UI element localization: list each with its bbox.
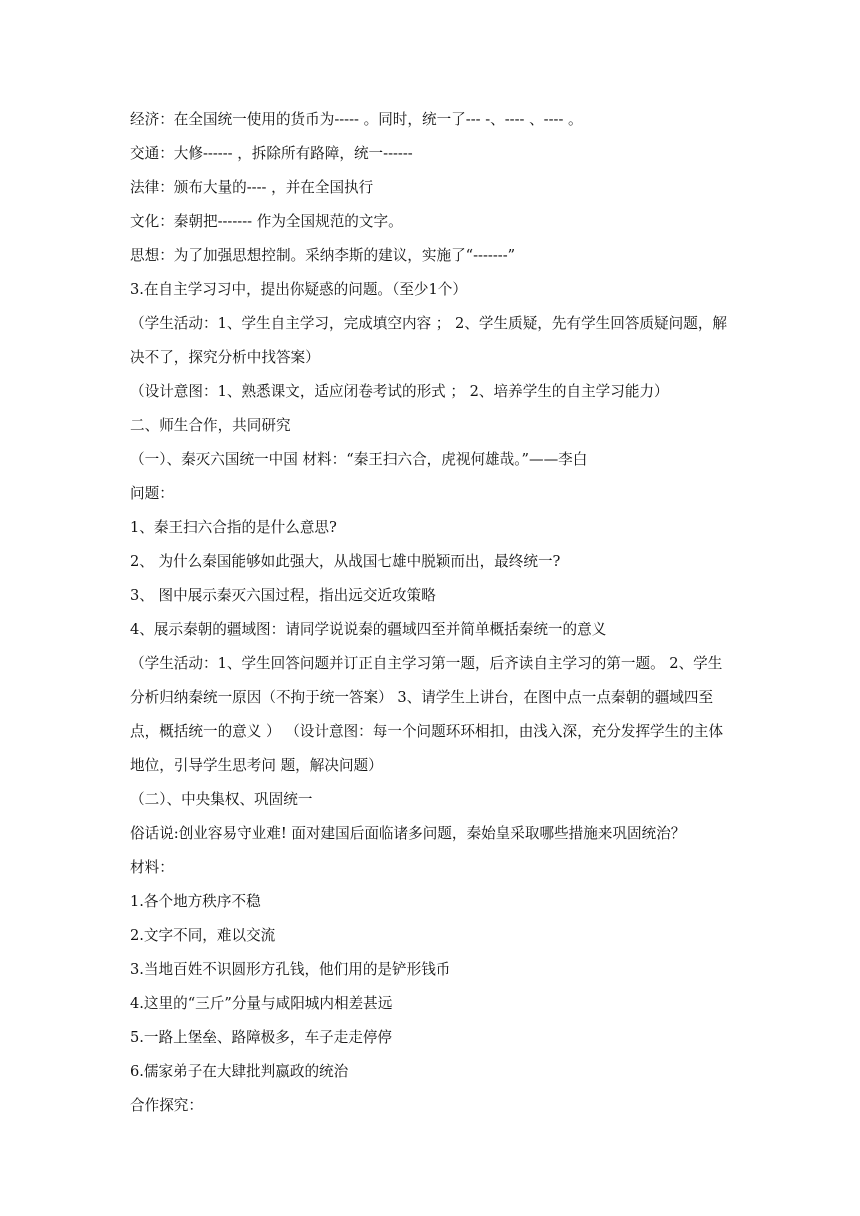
paragraph-saying: 俗话说:创业容易守业难! 面对建国后面临诸多问题，秦始皇采取哪些措施来巩固统治？: [130, 825, 686, 842]
material-item-4: 4.这里的“三斤”分量与咸阳城内相差甚远: [130, 995, 393, 1012]
material-item-2: 2.文字不同，难以交流: [130, 927, 276, 944]
paragraph-student-activity-1: （学生活动：1、学生自主学习，完成填空内容 ； 2、学生质疑，先有学生回答质疑问题，解决不了，探究分析中找答案）: [130, 315, 728, 366]
paragraph-student-activity-2: （学生活动：1、学生回答问题并订正自主学习第一题，后齐读自主学习的第一题。 2、学生分析归纳秦统一原因（不拘于统一答案） 3、请学生上讲台，在图中点一点秦朝的疆域四至点，概括统一的意义 ） （设计意图：每一个问题环环相扣，由浅入深，充分发挥学生的主体地位，引导学生思考问 题，解决问题）: [130, 655, 724, 774]
question-4: 4、展示秦朝的疆域图：请同学说说秦的疆域四至并简单概括秦统一的意义: [130, 621, 607, 638]
subsection-heading-2: （二）、中央集权、巩固统一: [130, 791, 313, 808]
section-heading-2: 二、师生合作，共同研究: [130, 417, 291, 434]
material-item-5: 5.一路上堡垒、路障极多，车子走走停停: [130, 1029, 393, 1046]
question-2: 2、 为什么秦国能够如此强大，从战国七雄中脱颖而出，最终统一?: [130, 553, 561, 570]
paragraph-design-intent-1: （设计意图：1、熟悉课文，适应闭卷考试的形式 ； 2、培养学生的自主学习能力）: [130, 383, 669, 400]
materials-label: 材料：: [130, 859, 174, 876]
material-item-3: 3.当地百姓不识圆形方孔钱，他们用的是铲形钱币: [130, 961, 451, 978]
line-culture: 文化：秦朝把------- 作为全国规范的文字。: [130, 213, 403, 230]
line-question-prompt: 3.在自主学习习中，提出你疑惑的问题。（至少1个）: [130, 281, 467, 298]
cooperative-inquiry-label: 合作探究：: [130, 1097, 203, 1114]
material-item-6: 6.儒家弟子在大肆批判嬴政的统治: [130, 1063, 349, 1080]
line-transport: 交通：大修------ ，拆除所有路障，统一------: [130, 145, 413, 162]
question-3: 3、 图中展示秦灭六国过程，指出远交近攻策略: [130, 587, 436, 604]
subsection-heading-1: （一）、秦灭六国统一中国 材料：“秦王扫六合，虎视何雄哉。”——李白: [130, 451, 588, 468]
question-1: 1、秦王扫六合指的是什么意思?: [130, 519, 337, 536]
questions-label: 问题：: [130, 485, 174, 502]
line-thought: 思想：为了加强思想控制。采纳李斯的建议，实施了“-------”: [130, 247, 516, 264]
line-law: 法律：颁布大量的---- ，并在全国执行: [130, 179, 374, 196]
material-item-1: 1.各个地方秩序不稳: [130, 893, 261, 910]
line-economy: 经济：在全国统一使用的货币为----- 。同时，统一了--- -、---- 、---- 。: [130, 111, 583, 128]
